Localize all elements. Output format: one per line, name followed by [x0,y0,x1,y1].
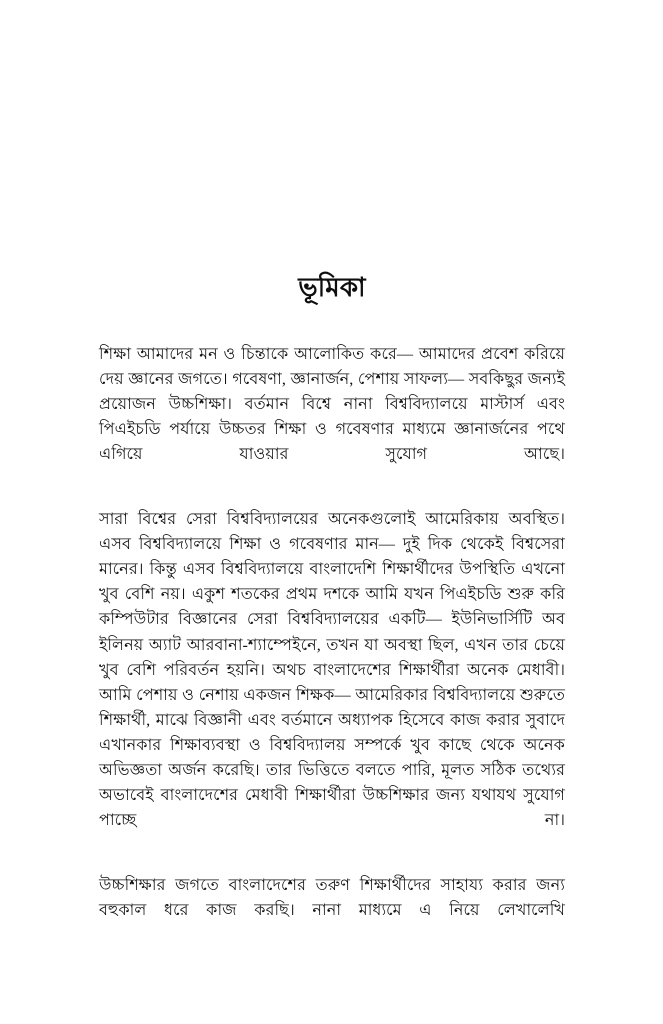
page-title: ভূমিকা [298,273,366,302]
body-paragraph-3: উচ্চশিক্ষার জগতে বাংলাদেশের তরুণ শিক্ষার্থীদের সাহায্য করার জন্য বহুকাল ধরে কাজ করছি। নানা মাধ্যমে এ নিয়ে লেখালেখি [99,876,565,920]
page-text-block [99,272,565,949]
body-paragraph-2: সারা বিশ্বের সেরা বিশ্ববিদ্যালয়ের অনেকগুলোই আমেরিকায় অবস্থিত। এসব বিশ্ববিদ্যালয়ে শিক্ষা ও গবেষণার মান— দুই দিক থেকেই বিশ্বসেরা মানের। কিন্তু এসব বিশ্ববিদ্যালয়ে বাংলাদেশি শিক্ষার্থীদের উপস্থিতি এখনো খুব বেশি নয়। একুশ শতকের প্রথম দশকে আমি যখন পিএইচডি শুরু করি কম্পিউটার বিজ্ঞানের সেরা বিশ্ববিদ্যালয়ের একটি— ইউনিভার্সিটি অব ইলিনয় অ্যাট আরবানা-শ্যাম্পেইনে, তখন যা অবস্থা ছিল, এখন তার চেয়ে খুব বেশি পরিবর্তন হয়নি। অথচ বাংলাদেশের শিক্ষার্থীরা অনেক মেধাবী। আমি পেশায় ও নেশায় একজন শিক্ষক— আমেরিকার বিশ্ববিদ্যালয়ে শুরুতে শিক্ষার্থী, মাঝে বিজ্ঞানী এবং বর্তমানে অধ্যাপক হিসেবে কাজ করার সুবাদে এখানকার শিক্ষাব্যবস্থা ও বিশ্ববিদ্যালয় সম্পর্কে খুব কাছে থেকে অনেক অভিজ্ঞতা অর্জন করেছি। তার ভিত্তিতে বলতে পারি, মূলত সঠিক তথ্যের অভাবেই বাংলাদেশের মেধাবী শিক্ষার্থীরা উচ্চশিক্ষার জন্য যথাযথ সুযোগ পাচ্ছে না। [99,510,565,830]
body-paragraph-1: শিক্ষা আমাদের মন ও চিন্তাকে আলোকিত করে— আমাদের প্রবেশ করিয়ে দেয় জ্ঞানের জগতে। গবেষণা, জ্ঞানার্জন, পেশায় সাফল্য— সবকিছুর জন্যই প্রয়োজন উচ্চশিক্ষা। বর্তমান বিশ্বে নানা বিশ্ববিদ্যালয়ে মাস্টার্স এবং পিএইচডি পর্যায়ে উচ্চতর শিক্ষা ও গবেষণার মাধ্যমে জ্ঞানার্জনের পথে এগিয়ে যাওয়ার সুযোগ আছে। [99,344,565,463]
